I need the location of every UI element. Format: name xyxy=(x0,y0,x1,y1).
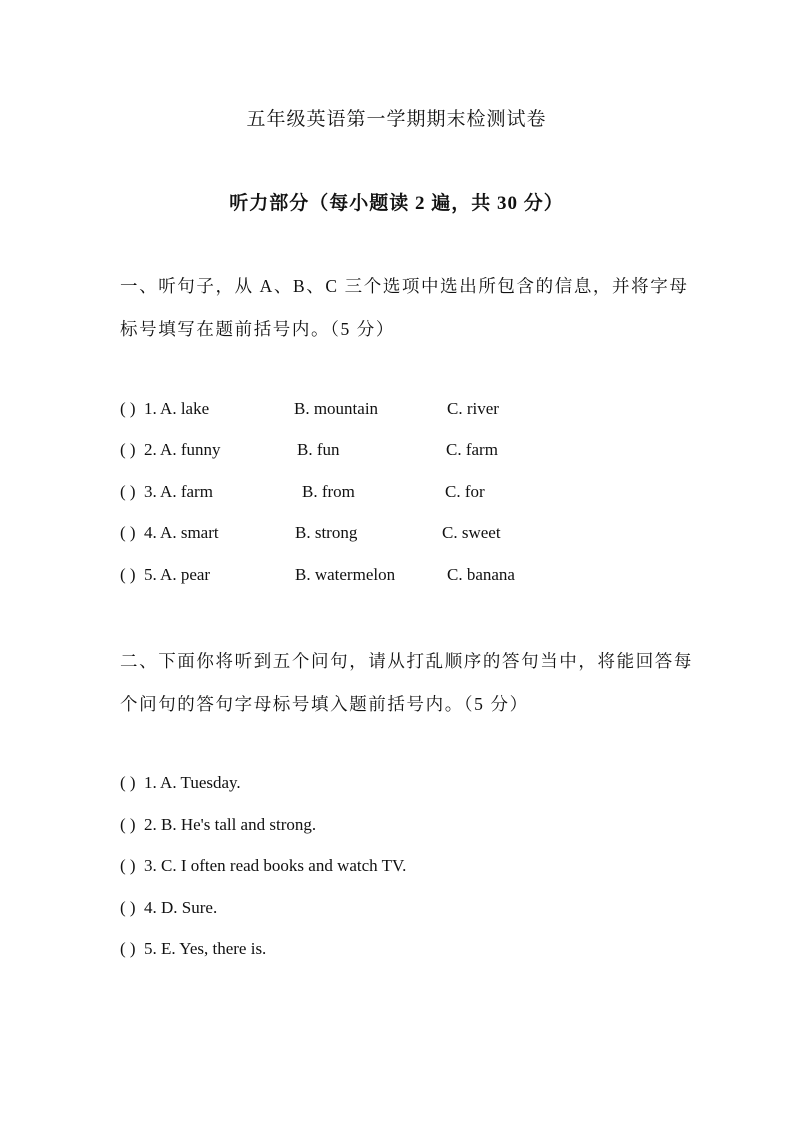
answer-blank[interactable]: ( ) xyxy=(120,399,136,418)
question-option-a: 3. A. farm xyxy=(144,482,213,501)
question-option-a: 1. A. lake xyxy=(144,399,210,418)
question-option-a: 2. A. funny xyxy=(144,440,221,459)
question-option-a: 4. A. smart xyxy=(144,523,219,542)
section2-instruction-line2: 个问句的答句字母标号填入题前括号内。（5 分） xyxy=(120,694,529,714)
answer-blank[interactable]: ( ) xyxy=(120,856,136,875)
answer-blank[interactable]: ( ) xyxy=(120,939,136,958)
question-option-c: C. for xyxy=(445,482,485,501)
question-option-c: C. sweet xyxy=(442,523,501,542)
answer-blank[interactable]: ( ) xyxy=(120,440,136,459)
listening-section-heading: 听力部分（每小题读 2 遍，共 30 分） xyxy=(229,193,564,214)
question-option-b: B. from xyxy=(302,482,355,501)
section1-instruction-line1: 一、听句子，从 A、B、C 三个选项中选出所包含的信息，并将字母 xyxy=(120,276,689,296)
answer-blank[interactable]: ( ) xyxy=(120,898,136,917)
question-option-c: C. banana xyxy=(447,565,515,584)
answer-blank[interactable]: ( ) xyxy=(120,815,136,834)
answer-option: 5. E. Yes, there is. xyxy=(144,939,267,958)
page-title: 五年级英语第一学期期末检测试卷 xyxy=(246,109,547,130)
section1-instruction-line2: 标号填写在题前括号内。（5 分） xyxy=(120,319,395,339)
answer-option: 1. A. Tuesday. xyxy=(144,773,241,792)
answer-blank[interactable]: ( ) xyxy=(120,565,136,584)
question-option-b: B. mountain xyxy=(294,399,379,418)
answer-blank[interactable]: ( ) xyxy=(120,773,136,792)
answer-option: 4. D. Sure. xyxy=(144,898,218,917)
question-option-c: C. river xyxy=(447,399,499,418)
question-option-b: B. fun xyxy=(297,440,340,459)
question-option-c: C. farm xyxy=(446,440,498,459)
answer-blank[interactable]: ( ) xyxy=(120,523,136,542)
answer-blank[interactable]: ( ) xyxy=(120,482,136,501)
answer-option: 3. C. I often read books and watch TV. xyxy=(144,856,407,875)
question-option-a: 5. A. pear xyxy=(144,565,211,584)
answer-option: 2. B. He's tall and strong. xyxy=(144,815,317,834)
question-option-b: B. strong xyxy=(295,523,358,542)
section2-instruction-line1: 二、下面你将听到五个问句，请从打乱顺序的答句当中，将能回答每 xyxy=(120,651,693,671)
question-option-b: B. watermelon xyxy=(295,565,396,584)
